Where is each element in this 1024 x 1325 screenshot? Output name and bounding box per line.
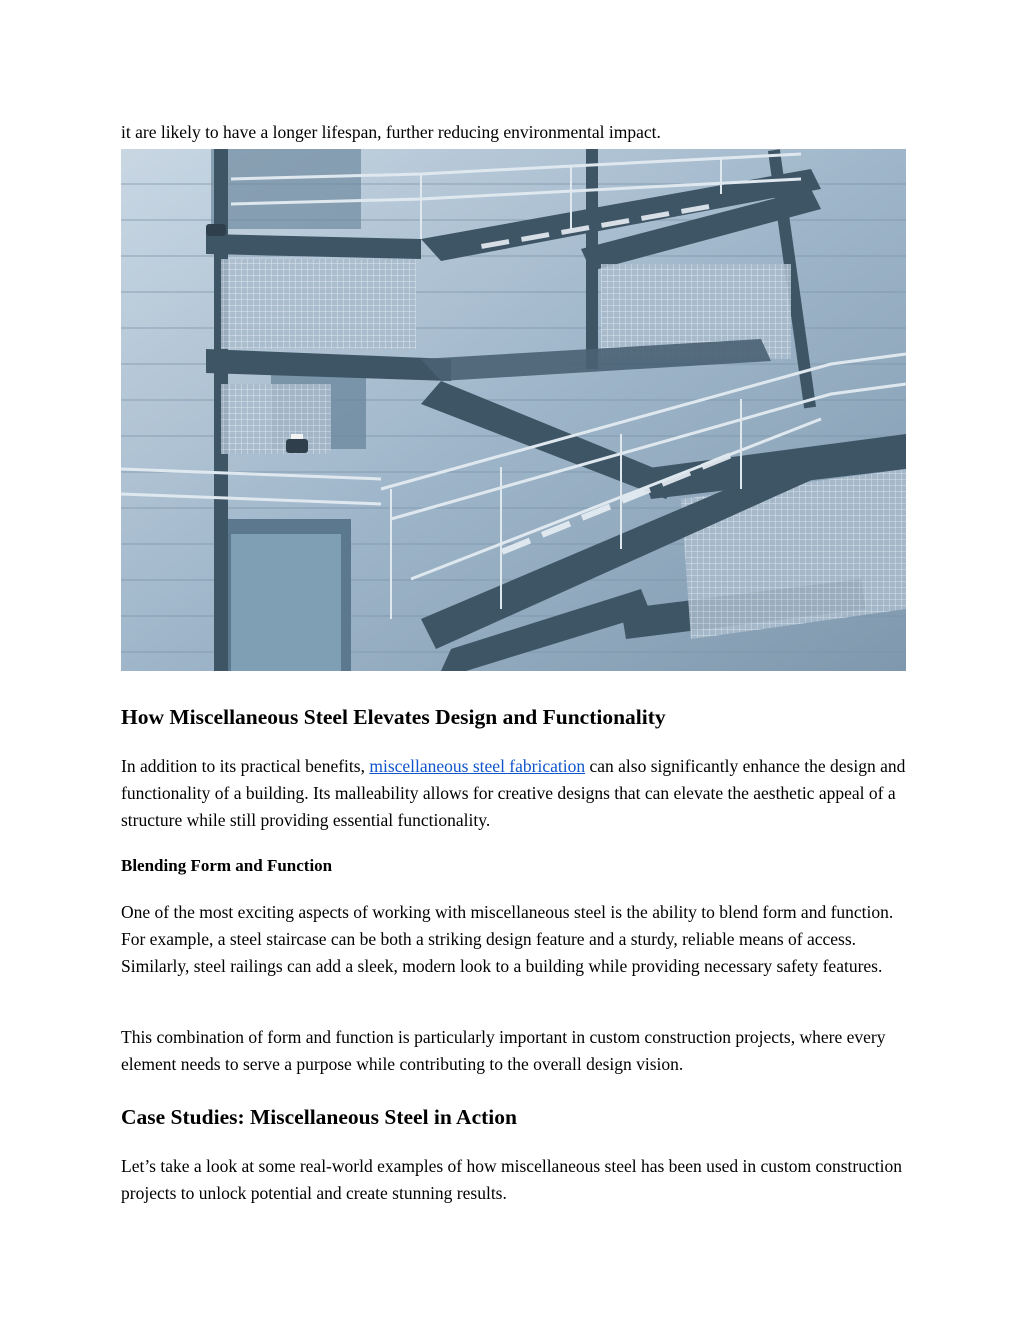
section-heading-design: How Miscellaneous Steel Elevates Design and Functionality [121,705,666,729]
staircase-illustration [121,149,906,671]
blend-paragraph-1: One of the most exciting aspects of working with miscellaneous steel is the ability to blend form and function. For example, a steel staircase can be both a striking design feature and a sturdy, reliable means of access. Similarly, steel railings can add a sleek, modern look to a building while providing necessary safety features. [121,902,894,976]
design-paragraph-start: In addition to its practical benefits, [121,756,370,776]
case-studies-paragraph: Let’s take a look at some real-world examples of how miscellaneous steel has been used in custom construction projects to unlock potential and create stunning results. [121,1156,902,1203]
intro-line: it are likely to have a longer lifespan, further reducing environmental impact. [121,122,661,142]
subheading-blending: Blending Form and Function [121,856,333,875]
design-paragraph [121,753,907,834]
blend-paragraph-2: This combination of form and function is particularly important in custom construction projects, where every element needs to serve a purpose while contributing to the overall design vision. [121,1027,886,1074]
section-heading-case-studies: Case Studies: Miscellaneous Steel in Action [121,1105,517,1129]
steel-staircase-photo [121,149,906,671]
design-paragraph-end: can also significantly enhance the design and functionality of a building. Its malleability allows for creative designs that can elevate the aesthetic appeal of a structure while still providing essential functionality. [121,756,906,830]
miscellaneous-steel-fabrication-link[interactable]: miscellaneous steel fabrication [369,756,586,776]
